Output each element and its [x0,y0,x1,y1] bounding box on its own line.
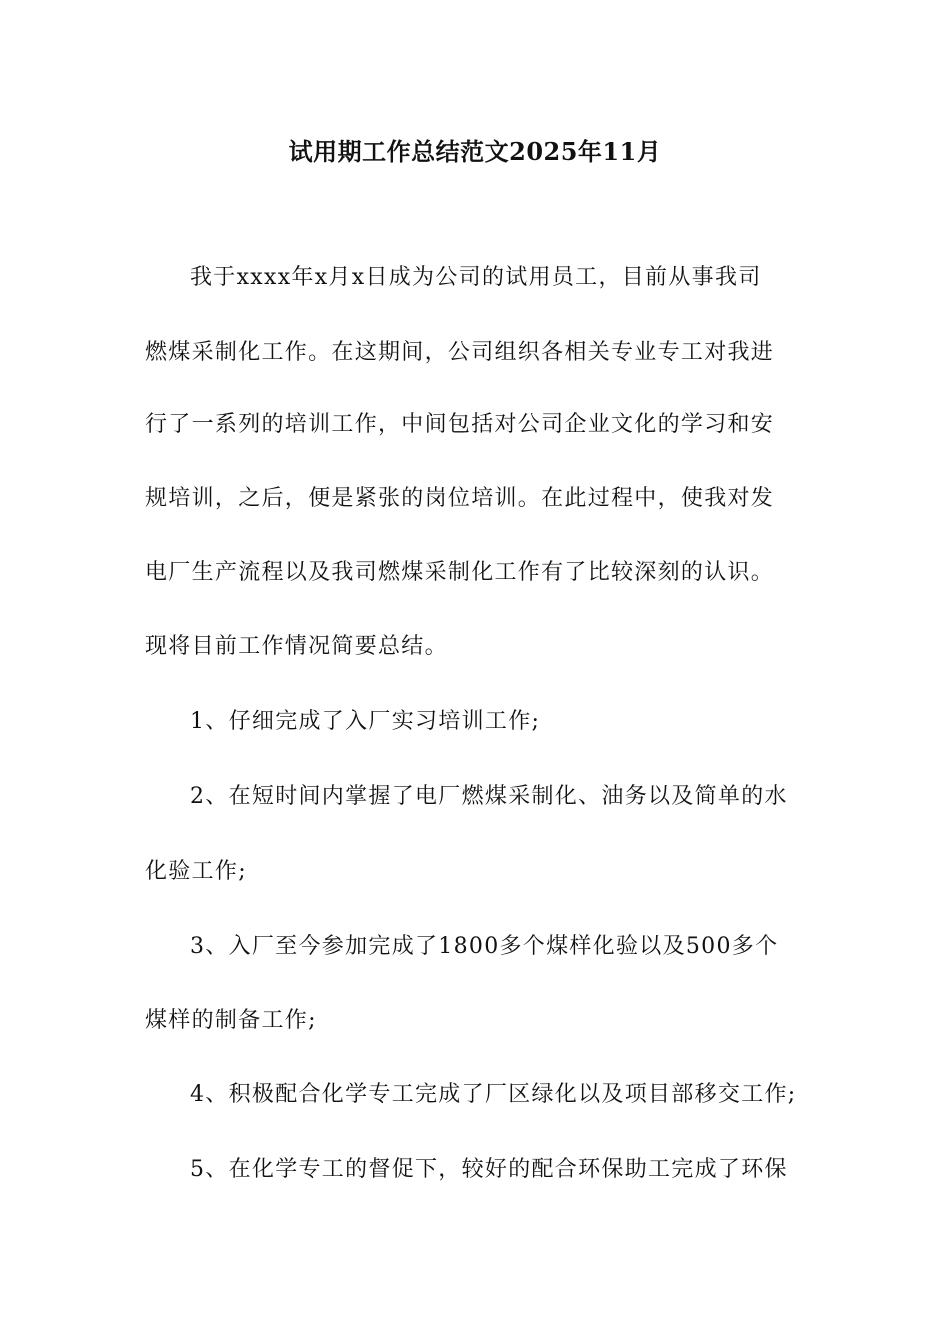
list-item: 5、在化学专工的督促下，较好的配合环保助工完成了环保 [190,1157,788,1182]
paragraph-line: 行了一系列的培训工作，中间包括对公司企业文化的学习和安 [145,412,775,437]
document-title: 试用期工作总结范文2025年11月 [288,137,662,166]
list-item: 2、在短时间内掌握了电厂燃煤采制化、油务以及简单的水 [190,784,788,809]
paragraph-line: 现将目前工作情况简要总结。 [145,634,448,659]
list-item-continuation: 煤样的制备工作; [145,1008,317,1033]
paragraph-line: 我于xxxx年x月x日成为公司的试用员工，目前从事我司 [190,265,762,290]
paragraph-line: 规培训，之后，便是紧张的岗位培训。在此过程中，使我对发 [145,486,775,511]
list-item: 4、积极配合化学专工完成了厂区绿化以及项目部移交工作; [190,1082,797,1107]
list-item: 1、仔细完成了入厂实习培训工作; [190,709,541,734]
list-item: 3、入厂至今参加完成了1800多个煤样化验以及500多个 [190,934,779,959]
paragraph-line: 电厂生产流程以及我司燃煤采制化工作有了比较深刻的认识。 [145,560,775,585]
list-item-continuation: 化验工作; [145,859,247,884]
paragraph-line: 燃煤采制化工作。在这期间，公司组织各相关专业专工对我进 [145,340,775,365]
